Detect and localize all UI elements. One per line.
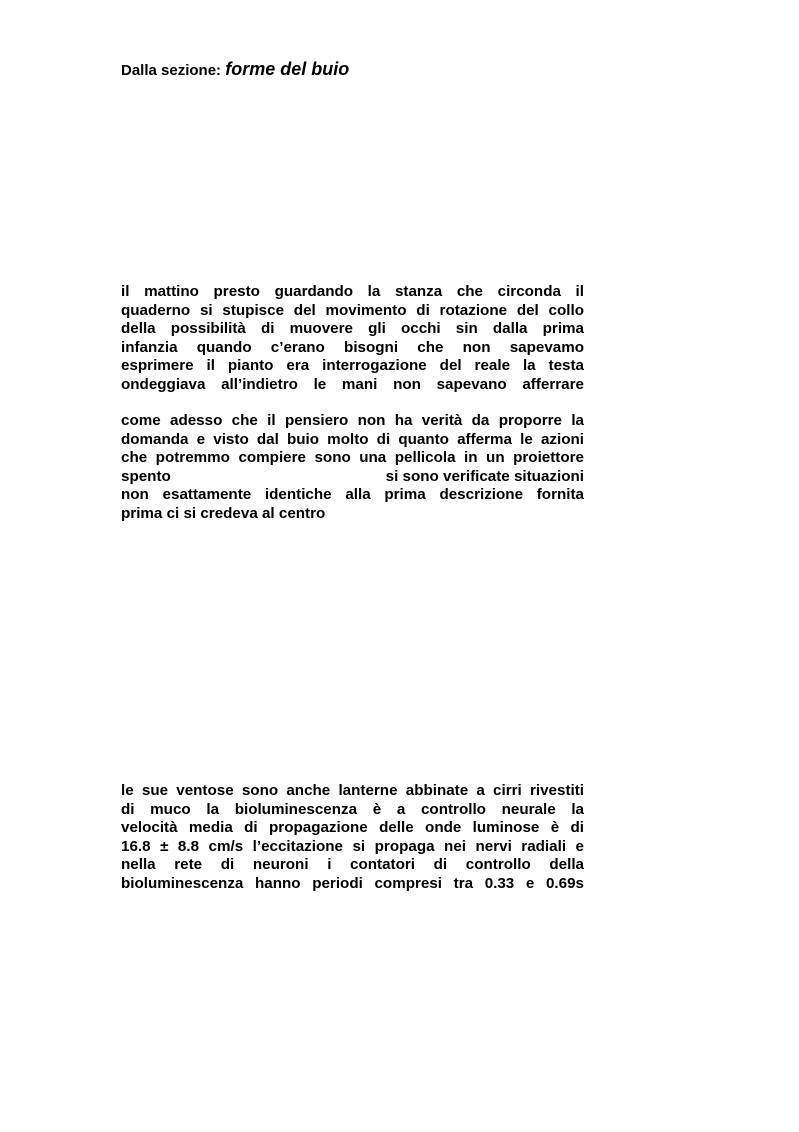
stanza-line: non esattamente identiche alla prima descrizione fornita: [121, 486, 584, 504]
stanza-line-right: si sono verificate situazioni: [385, 467, 584, 485]
stanza-3: [121, 782, 584, 894]
stanza-split-line: [121, 468, 584, 487]
stanza-line: domanda e visto dal buio molto di quanto afferma le azioni: [121, 430, 584, 448]
stanza-2: [121, 412, 584, 524]
stanza-line: quaderno si stupisce del movimento di rotazione del collo: [121, 301, 584, 319]
section-header: [121, 58, 349, 82]
stanza-line: prima ci si credeva al centro: [121, 504, 326, 522]
section-name: forme del buio: [225, 59, 350, 79]
stanza-line: ondeggiava all’indietro le mani non sapevano afferrare: [121, 375, 584, 393]
stanza-line: esprimere il pianto era interrogazione del reale la testa: [121, 357, 584, 375]
section-header-prefix: Dalla sezione:: [121, 62, 226, 79]
stanza-line: infanzia quando c’erano bisogni che non sapevamo: [121, 338, 584, 356]
stanza-line: nella rete di neuroni i contatori di controllo della: [121, 856, 584, 874]
stanza-line: il mattino presto guardando la stanza che circonda il: [121, 283, 584, 300]
stanza-line: come adesso che il pensiero non ha verità da proporre la: [121, 412, 584, 429]
stanza-line: che potremmo compiere sono una pellicola in un proiettore: [121, 449, 584, 467]
stanza-1: [121, 283, 584, 395]
stanza-line: velocità media di propagazione delle onde luminose è di: [121, 819, 584, 837]
stanza-line: 16.8 ± 8.8 cm/s l’eccitazione si propaga nei nervi radiali e: [121, 837, 584, 855]
stanza-line: bioluminescenza hanno periodi compresi tra 0.33 e 0.69s: [121, 874, 584, 892]
stanza-line-left: spento: [121, 467, 171, 485]
stanza-line: di muco la bioluminescenza è a controllo neurale la: [121, 800, 584, 818]
stanza-line: della possibilità di muovere gli occhi sin dalla prima: [121, 320, 584, 338]
stanza-line: le sue ventose sono anche lanterne abbinate a cirri rivestiti: [121, 782, 584, 799]
